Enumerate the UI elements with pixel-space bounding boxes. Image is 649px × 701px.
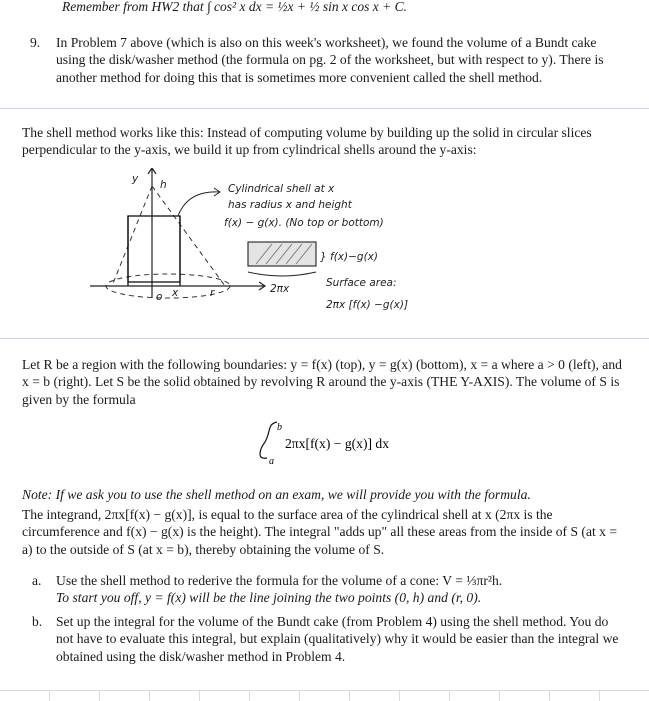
label-o: o	[156, 291, 163, 303]
surface-area-formula: 2πx [f(x) −g(x)]	[326, 299, 409, 311]
upper-limit: b	[277, 422, 282, 433]
problem-9-text: In Problem 7 above (which is also on this week's worksheet), we found the volume of a Bundt cake using the disk/washer method (the formula on pg. 2 of the worksheet, but with respect to y). There is another method for doing this that is sometimes more convenient called the shell method.	[56, 35, 604, 85]
region-definition: Let R be a region with the following boundaries: y = f(x) (top), y = g(x) (bottom), x = a where a > 0 (left), and x = b (right). Let S be the solid obtained by revolving R around the y-axis (THE Y-AXIS). The volume of S is given by the formula	[22, 357, 622, 407]
shell-method-intro: The shell method works like this: Instead of computing volume by building up the solid in circular slices perpendicular to the y-axis, we build it up from cylindrical shells around the y-axis:	[22, 125, 592, 158]
surface-area-label: Surface area:	[326, 277, 397, 289]
integral-sign	[260, 422, 277, 458]
circumference-label: 2πx	[270, 283, 290, 295]
label-y: y	[132, 173, 139, 185]
remember-line: Remember from HW2 that ∫ cos² x dx = ½x + ½ sin x cos x + C.	[62, 0, 408, 14]
section-divider	[0, 338, 649, 339]
circumference-brace	[248, 272, 316, 276]
shell-volume-formula	[255, 420, 455, 464]
item-text: Use the shell method to rederive the formula for the volume of a cone: V = ⅓πr²h.	[56, 573, 503, 588]
note-line-3: f(x) − g(x). (No top or bottom)	[224, 217, 384, 229]
pointer-arrow	[178, 192, 220, 216]
exam-note: Note: If we ask you to use the shell method on an exam, we will provide you with the formula.	[22, 487, 531, 502]
note-line-1: Cylindrical shell at x	[228, 183, 335, 195]
unrolled-shell	[248, 242, 316, 266]
lower-limit: a	[269, 456, 274, 464]
cone-left-edge	[112, 186, 152, 286]
label-h: h	[160, 179, 167, 191]
height-label: } f(x)−g(x)	[320, 251, 378, 263]
section-divider	[0, 108, 649, 109]
label-x: x	[172, 287, 179, 299]
cylindrical-shell	[128, 216, 180, 282]
label-r: r	[210, 287, 215, 299]
sub-problems	[32, 572, 622, 671]
item-hint: To start you off, y = f(x) will be the line joining the two points (0, h) and (r, 0).	[56, 590, 482, 606]
item-text: Set up the integral for the volume of the Bundt cake (from Problem 4) using the shell method. You do not have to evaluate this integral, but explain (qualitatively) why it would be easier than the integral we obtained using the disk/washer method in Problem 4.	[56, 613, 619, 664]
sub-problem-b	[32, 613, 622, 665]
formula-integrand: 2πx[f(x) − g(x)] dx	[285, 436, 389, 451]
sub-problem-a	[32, 572, 622, 607]
note-line-2: has radius x and height	[228, 199, 352, 211]
problem-number: 9.	[30, 35, 41, 50]
item-letter: a.	[32, 573, 42, 588]
shell-diagram	[20, 168, 560, 324]
page-bottom-grid	[0, 690, 649, 701]
integrand-explanation: The integrand, 2πx[f(x) − g(x)], is equal to the surface area of the cylindrical shell at x (2πx is the circumference and f(x) − g(x) is the height). The integral "adds up" all these areas from the inside of S (at x = a) to the outside of S (at x = b), thereby obtaining the volume of S.	[22, 507, 618, 557]
item-letter: b.	[32, 613, 43, 629]
